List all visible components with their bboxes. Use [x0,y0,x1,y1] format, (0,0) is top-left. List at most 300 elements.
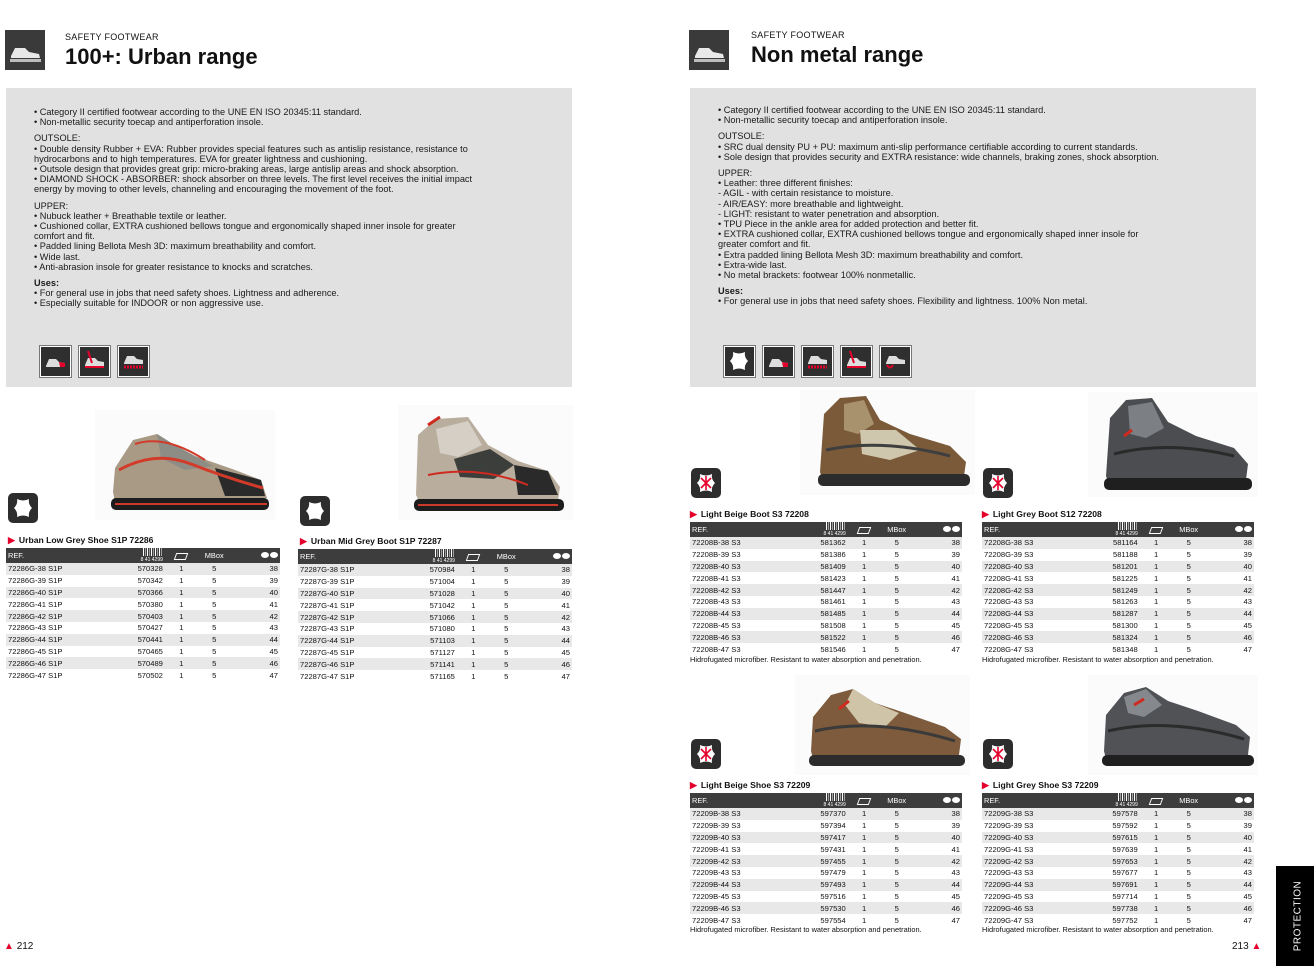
footprint-icon [552,552,570,561]
mbox-cell: 5 [1172,867,1205,879]
ref-cell: 72287G-46 S1P [298,658,380,670]
table-row [298,576,572,588]
unit-cell: 1 [1140,549,1173,561]
unit-cell: 1 [165,669,198,681]
brand-triangle-icon: ▲ [4,941,14,952]
unit-cell: 1 [848,608,881,620]
ref-cell: 72287G-39 S1P [298,576,380,588]
description-line: • Extra-wide last. [718,259,787,270]
size-cell: 46 [1205,631,1254,643]
table-row [690,620,962,632]
unit-box-header [1140,522,1173,537]
ean-cell: 570342 [88,575,165,587]
size-cell: 45 [1205,891,1254,903]
table-row [982,855,1254,867]
table-row [690,643,962,655]
microfiber-badge-icon [691,739,721,769]
mbox-cell: 5 [1172,596,1205,608]
ref-header: REF. [6,548,88,563]
product-photo-urban-mid-boot [398,405,573,520]
ean-cell: 597554 [772,914,848,926]
mbox-header: MBox [1172,522,1205,537]
table-row [6,669,280,681]
ref-cell: 72287G-47 S1P [298,670,380,682]
ean-cell: 571028 [380,588,457,600]
product-note: Hidrofugated microfiber. Resistant to water absorption and penetration. [690,925,922,934]
ean-cell: 570984 [380,564,457,576]
ean-cell: 571004 [380,576,457,588]
ref-cell: 72208B-47 S3 [690,643,772,655]
size-cell: 44 [231,634,280,646]
ean-cell: 571042 [380,599,457,611]
description-line: Uses: [718,286,744,297]
ean-cell: 581287 [1064,608,1140,620]
ean-cell: 570366 [88,587,165,599]
description-line: Uses: [34,278,60,289]
toecap-icon [40,346,71,377]
mbox-header: MBox [880,793,913,808]
triangle-bullet-icon: ▶ [690,509,697,519]
table-row [982,549,1254,561]
ean-cell: 581362 [772,537,848,549]
section-kicker: SAFETY FOOTWEAR [751,30,845,40]
ean-cell: 597578 [1064,808,1140,820]
ref-cell: 72209B-44 S3 [690,879,772,891]
ean-cell: 571141 [380,658,457,670]
ref-cell: 72286G-45 S1P [6,646,88,658]
unit-cell: 1 [457,611,490,623]
antiperforation-icon [79,346,110,377]
unit-cell: 1 [848,855,881,867]
product-title: ▶ Light Beige Shoe S3 72209 [690,780,811,790]
ref-cell: 72286G-46 S1P [6,657,88,669]
unit-cell: 1 [848,561,881,573]
size-cell: 44 [523,635,572,647]
leather-badge-icon [300,496,330,526]
unit-cell: 1 [457,670,490,682]
ref-cell: 72208G-38 S3 [982,537,1064,549]
table-row [690,879,962,891]
feature-icons [40,346,149,377]
unit-cell: 1 [848,620,881,632]
unit-cell: 1 [165,563,198,575]
description-line: • EXTRA cushioned collar, EXTRA cushioned bellows tongue and ergonomically shaped inner insole for [718,229,1139,240]
table-row [982,867,1254,879]
size-header [913,522,962,537]
barcode-icon [826,522,846,530]
mbox-cell: 5 [880,596,913,608]
description-line: greater comfort and fit. [718,239,811,250]
table-row [982,643,1254,655]
size-cell: 43 [913,596,962,608]
table-row [690,572,962,584]
mbox-cell: 5 [1172,608,1205,620]
ref-cell: 72209B-45 S3 [690,891,772,903]
unit-cell: 1 [848,914,881,926]
table-row [690,537,962,549]
mbox-cell: 5 [490,647,523,659]
unit-cell: 1 [457,623,490,635]
table-row [298,588,572,600]
triangle-bullet-icon: ▶ [300,536,307,546]
ref-cell: 72208G-46 S3 [982,631,1064,643]
ref-cell: 72209G-43 S3 [982,867,1064,879]
ref-header: REF. [298,549,380,564]
size-cell: 39 [523,576,572,588]
ref-cell: 72287G-40 S1P [298,588,380,600]
unit-cell: 1 [848,808,881,820]
ref-cell: 72208G-39 S3 [982,549,1064,561]
description-text [718,105,1159,307]
ean-cell: 581348 [1064,643,1140,655]
size-cell: 39 [1205,549,1254,561]
mbox-cell: 5 [490,588,523,600]
ean-cell: 581188 [1064,549,1140,561]
footprint-icon [1234,796,1252,805]
toecap-icon [763,346,794,377]
size-cell: 45 [1205,620,1254,632]
triangle-bullet-icon: ▶ [690,780,697,790]
unit-cell: 1 [1140,891,1173,903]
ref-cell: 72208G-41 S3 [982,572,1064,584]
ean-cell: 597615 [1064,832,1140,844]
ref-cell: 72287G-41 S1P [298,599,380,611]
unit-cell: 1 [1140,608,1173,620]
size-cell: 38 [1205,808,1254,820]
ref-cell: 72286G-38 S1P [6,563,88,575]
mbox-cell: 5 [198,575,231,587]
description-line: OUTSOLE: [718,131,765,142]
ref-cell: 72209G-42 S3 [982,855,1064,867]
product-photo-light-grey-shoe [1088,675,1258,775]
ref-cell: 72209G-44 S3 [982,879,1064,891]
ean-cell: 597691 [1064,879,1140,891]
ref-cell: 72209G-39 S3 [982,820,1064,832]
description-line: - LIGHT: resistant to water penetration and absorption. [718,208,940,219]
mbox-cell: 5 [1172,631,1205,643]
mbox-cell: 5 [198,669,231,681]
table-row [982,620,1254,632]
mbox-cell: 5 [198,657,231,669]
size-cell: 40 [523,588,572,600]
barcode-caption: 8 41 4299 [1115,531,1138,537]
ref-cell: 72287G-38 S1P [298,564,380,576]
description-line: - AGIL - with certain resistance to moisture. [718,188,894,199]
ean-cell: 581324 [1064,631,1140,643]
ean-cell: 581409 [772,561,848,573]
description-line: • Nubuck leather + Breathable textile or leather. [34,210,227,221]
mbox-cell: 5 [1172,561,1205,573]
table-header-row [690,793,962,808]
ean-cell: 581386 [772,549,848,561]
size-cell: 42 [523,611,572,623]
table-row [298,647,572,659]
mbox-cell: 5 [880,620,913,632]
ref-cell: 72287G-42 S1P [298,611,380,623]
unit-cell: 1 [1140,914,1173,926]
table-row [6,622,280,634]
ean-cell: 597530 [772,902,848,914]
description-line: hydrocarbons and to high temperatures. EVA for greater lightness and cushioning. [34,153,368,164]
ref-cell: 72208B-44 S3 [690,608,772,620]
ref-cell: 72208B-41 S3 [690,572,772,584]
mbox-cell: 5 [880,631,913,643]
ean-cell: 597516 [772,891,848,903]
ean-cell: 571066 [380,611,457,623]
microfiber-badge-icon [983,468,1013,498]
unit-cell: 1 [848,832,881,844]
ref-cell: 72209G-46 S3 [982,902,1064,914]
unit-cell: 1 [457,564,490,576]
ean-cell: 597431 [772,843,848,855]
ref-header: REF. [982,522,1064,537]
antislip-sole-icon [118,346,149,377]
unit-cell: 1 [1140,808,1173,820]
size-cell: 41 [231,598,280,610]
table-row [982,891,1254,903]
mbox-cell: 5 [880,643,913,655]
barcode-icon [1118,793,1138,801]
ref-cell: 72286G-44 S1P [6,634,88,646]
ean-cell: 597493 [772,879,848,891]
table-row [690,867,962,879]
safety-footwear-category-icon [689,30,729,70]
unit-box-header [848,793,881,808]
table-row [982,596,1254,608]
ref-cell: 72209B-46 S3 [690,902,772,914]
ref-cell: 72209B-47 S3 [690,914,772,926]
ean-cell: 571103 [380,635,457,647]
ean-cell: 581263 [1064,596,1140,608]
size-cell: 39 [913,549,962,561]
mbox-cell: 5 [880,914,913,926]
description-line: • Anti-abrasion insole for greater resistance to knocks and scratches. [34,261,313,272]
ean-cell: 570427 [88,622,165,634]
table-row [690,832,962,844]
antiperforation-icon [841,346,872,377]
box-icon [857,798,872,805]
description-line: • Non-metallic security toecap and antiperforation insole. [34,117,264,128]
size-header [231,548,280,563]
size-cell: 43 [523,623,572,635]
size-header [523,549,572,564]
table-row [298,599,572,611]
unit-cell: 1 [848,879,881,891]
size-cell: 38 [913,537,962,549]
section-tab-label: PROTECTION [1292,880,1304,952]
mbox-cell: 5 [880,820,913,832]
description-line: UPPER: [718,168,753,179]
mbox-cell: 5 [1172,549,1205,561]
section-tab [1276,866,1314,966]
table-row [6,646,280,658]
table-header-row [982,522,1254,537]
description-line: • No metal brackets: footwear 100% nonmetallic. [718,270,916,281]
unit-cell: 1 [1140,902,1173,914]
ref-cell: 72209G-45 S3 [982,891,1064,903]
ref-cell: 72208G-43 S3 [982,596,1064,608]
table-row [982,561,1254,573]
product-photo-light-grey-boot [1088,392,1258,497]
mbox-cell: 5 [198,598,231,610]
unit-cell: 1 [848,584,881,596]
microfiber-badge-icon [691,468,721,498]
ean-cell: 570465 [88,646,165,658]
ref-cell: 72286G-47 S1P [6,669,88,681]
mbox-cell: 5 [1172,879,1205,891]
size-cell: 40 [231,587,280,599]
table-row [6,634,280,646]
ref-cell: 72209G-40 S3 [982,832,1064,844]
ean-cell: 570441 [88,634,165,646]
size-cell: 47 [231,669,280,681]
size-cell: 47 [913,914,962,926]
footprint-icon [260,551,278,560]
unit-cell: 1 [848,596,881,608]
barcode-caption: 8 41 4299 [140,557,163,563]
size-header [1205,793,1254,808]
mbox-cell: 5 [1172,572,1205,584]
description-line: • TPU Piece in the ankle area for added protection and better fit. [718,219,979,230]
size-cell: 46 [1205,902,1254,914]
unit-cell: 1 [848,537,881,549]
triangle-bullet-icon: ▶ [8,535,15,545]
mbox-cell: 5 [490,670,523,682]
unit-cell: 1 [1140,631,1173,643]
ean-cell: 581423 [772,572,848,584]
ean-cell: 581164 [1064,537,1140,549]
description-line: comfort and fit. [34,231,95,242]
size-cell: 46 [231,657,280,669]
mbox-cell: 5 [490,623,523,635]
barcode-icon [826,793,846,801]
table-row [982,537,1254,549]
table-row [298,564,572,576]
mbox-cell: 5 [490,599,523,611]
section-kicker: SAFETY FOOTWEAR [65,32,159,42]
brand-triangle-icon: ▲ [1251,941,1262,952]
table-row [690,843,962,855]
mbox-cell: 5 [1172,820,1205,832]
size-cell: 40 [913,832,962,844]
unit-cell: 1 [1140,867,1173,879]
ref-cell: 72208B-38 S3 [690,537,772,549]
mbox-cell: 5 [880,843,913,855]
ean-cell: 581201 [1064,561,1140,573]
size-header [1205,522,1254,537]
size-cell: 40 [1205,561,1254,573]
page-number: ▲ 212 [4,941,34,952]
table-row [982,808,1254,820]
ref-cell: 72209G-38 S3 [982,808,1064,820]
unit-cell: 1 [457,635,490,647]
table-row [982,879,1254,891]
ean-cell: 581225 [1064,572,1140,584]
table-row [690,596,962,608]
triangle-bullet-icon: ▶ [982,780,989,790]
size-cell: 43 [1205,596,1254,608]
mbox-cell: 5 [198,634,231,646]
mbox-cell: 5 [490,564,523,576]
page-title: 100+: Urban range [65,44,258,69]
table-row [690,808,962,820]
mbox-header: MBox [880,522,913,537]
size-cell: 47 [523,670,572,682]
description-line: • Category II certified footwear according to the UNE EN ISO 20345:11 standard. [718,105,1046,115]
mbox-cell: 5 [1172,584,1205,596]
barcode-icon [1118,522,1138,530]
unit-cell: 1 [1140,643,1173,655]
description-line: OUTSOLE: [34,133,81,144]
ref-cell: 72209B-38 S3 [690,808,772,820]
table-row [690,902,962,914]
ref-cell: 72286G-41 S1P [6,598,88,610]
table-row [298,623,572,635]
table-header-row [690,522,962,537]
unit-box-header [1140,793,1173,808]
description-line: energy by moving to other levels, channeling and encouraging the movement of the foot. [34,184,394,195]
mbox-cell: 5 [1172,808,1205,820]
unit-cell: 1 [457,647,490,659]
product-note: Hidrofugated microfiber. Resistant to water absorption and penetration. [982,655,1214,664]
size-cell: 46 [913,902,962,914]
mbox-cell: 5 [198,622,231,634]
ref-cell: 72208B-46 S3 [690,631,772,643]
ean-cell: 581508 [772,620,848,632]
antislip-sole-icon [802,346,833,377]
size-cell: 38 [913,808,962,820]
size-cell: 41 [1205,572,1254,584]
ref-cell: 72286G-40 S1P [6,587,88,599]
mbox-cell: 5 [490,576,523,588]
ean-cell: 581447 [772,584,848,596]
unit-cell: 1 [1140,832,1173,844]
ref-cell: 72208B-39 S3 [690,549,772,561]
unit-cell: 1 [457,599,490,611]
mbox-cell: 5 [490,658,523,670]
size-cell: 47 [1205,643,1254,655]
mbox-header: MBox [490,549,523,564]
ean-cell: 597752 [1064,914,1140,926]
box-icon [857,527,872,534]
unit-cell: 1 [165,610,198,622]
ean-cell: 571127 [380,647,457,659]
ean-cell: 581522 [772,631,848,643]
table-row [982,820,1254,832]
description-line: • Sole design that provides security and EXTRA resistance: wide channels, braking zones, shock absorption. [718,151,1159,162]
unit-cell: 1 [848,549,881,561]
unit-cell: 1 [1140,572,1173,584]
ean-cell: 581461 [772,596,848,608]
mbox-cell: 5 [198,610,231,622]
box-icon [1149,527,1164,534]
size-cell: 39 [231,575,280,587]
ref-cell: 72209G-41 S3 [982,843,1064,855]
table-row [6,563,280,575]
table-header-row [6,548,280,563]
leather-badge-icon [8,493,38,523]
barcode-header [88,548,165,563]
mbox-cell: 5 [1172,620,1205,632]
triangle-bullet-icon: ▶ [982,509,989,519]
description-line: • SRC dual density PU + PU: maximum anti-slip performance certifiable according to current standards. [718,141,1138,152]
unit-cell: 1 [1140,584,1173,596]
ean-cell: 570403 [88,610,165,622]
leather-icon [724,346,755,377]
ref-cell: 72287G-45 S1P [298,647,380,659]
ref-cell: 72208G-45 S3 [982,620,1064,632]
barcode-caption: 8 41 4299 [823,802,846,808]
